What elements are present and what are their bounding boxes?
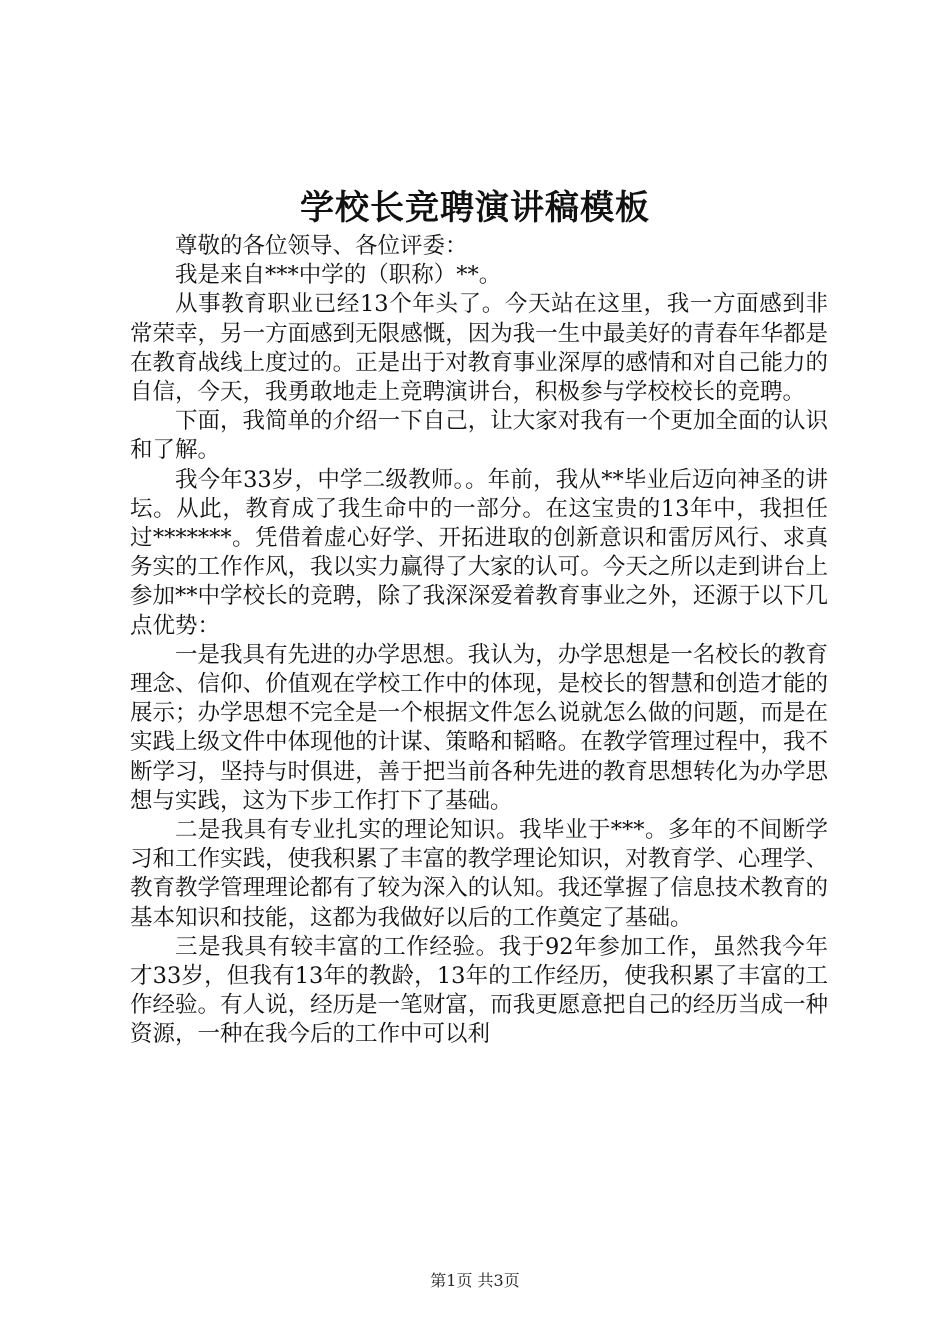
body-paragraph: 二是我具有专业扎实的理论知识。我毕业于***。多年的不间断学习和工作实践，使我积累了丰富的教学理论知识，对教育学、心理学、教育教学管理理论都有了较为深入的认知。我还掌握了信息技术教育的基本知识和技能，这都为我做好以后的工作奠定了基础。 (130, 817, 828, 931)
body-paragraph: 我今年33岁，中学二级教师。。年前，我从**毕业后迈向神圣的讲坛。从此，教育成了我生命中的一部分。在这宝贵的13年中，我担任过*******。凭借着虚心好学、开拓进取的创新意识和雷厉风行、求真务实的工作作风，我以实力赢得了大家的认可。今天之所以走到讲台上参加**中学校长的竞聘，除了我深深爱着教育事业之外，还源于以下几点优势： (130, 466, 828, 639)
body-paragraph: 从事教育职业已经13个年头了。今天站在这里，我一方面感到非常荣幸，另一方面感到无限感慨，因为我一生中最美好的青春年华都是在教育战线上度过的。正是出于对教育事业深厚的感情和对自己能力的自信，今天，我勇敢地走上竞聘演讲台，积极参与学校校长的竞聘。 (130, 291, 828, 406)
body-paragraph: 三是我具有较丰富的工作经验。我于92年参加工作，虽然我今年才33岁，但我有13年的教龄，13年的工作经历，使我积累了丰富的工作经验。有人说，经历是一笔财富，而我更愿意把自己的经历当成一种资源，一种在我今后的工作中可以利 (130, 933, 828, 1048)
document-body (130, 232, 828, 1050)
page-number-footer: 第1页 共3页 (430, 1271, 520, 1290)
document-title: 学校长竞聘演讲稿模板 (300, 188, 650, 228)
body-paragraph: 一是我具有先进的办学思想。我认为，办学思想是一名校长的教育理念、信仰、价值观在学校工作中的体现，是校长的智慧和创造才能的展示；办学思想不完全是一个根据文件怎么说就怎么做的问题，而是在实践上级文件中体现他的计谋、策略和韬略。在教学管理过程中，我不断学习，坚持与时俱进，善于把当前各种先进的教育思想转化为办学思想与实践，这为下步工作打下了基础。 (130, 641, 828, 814)
salutation-paragraph: 尊敬的各位领导、各位评委： (175, 233, 468, 259)
introduction-paragraph: 我是来自***中学的（职称）**。 (175, 262, 502, 289)
body-paragraph: 下面，我简单的介绍一下自己，让大家对我有一个更加全面的认识和了解。 (130, 408, 828, 464)
